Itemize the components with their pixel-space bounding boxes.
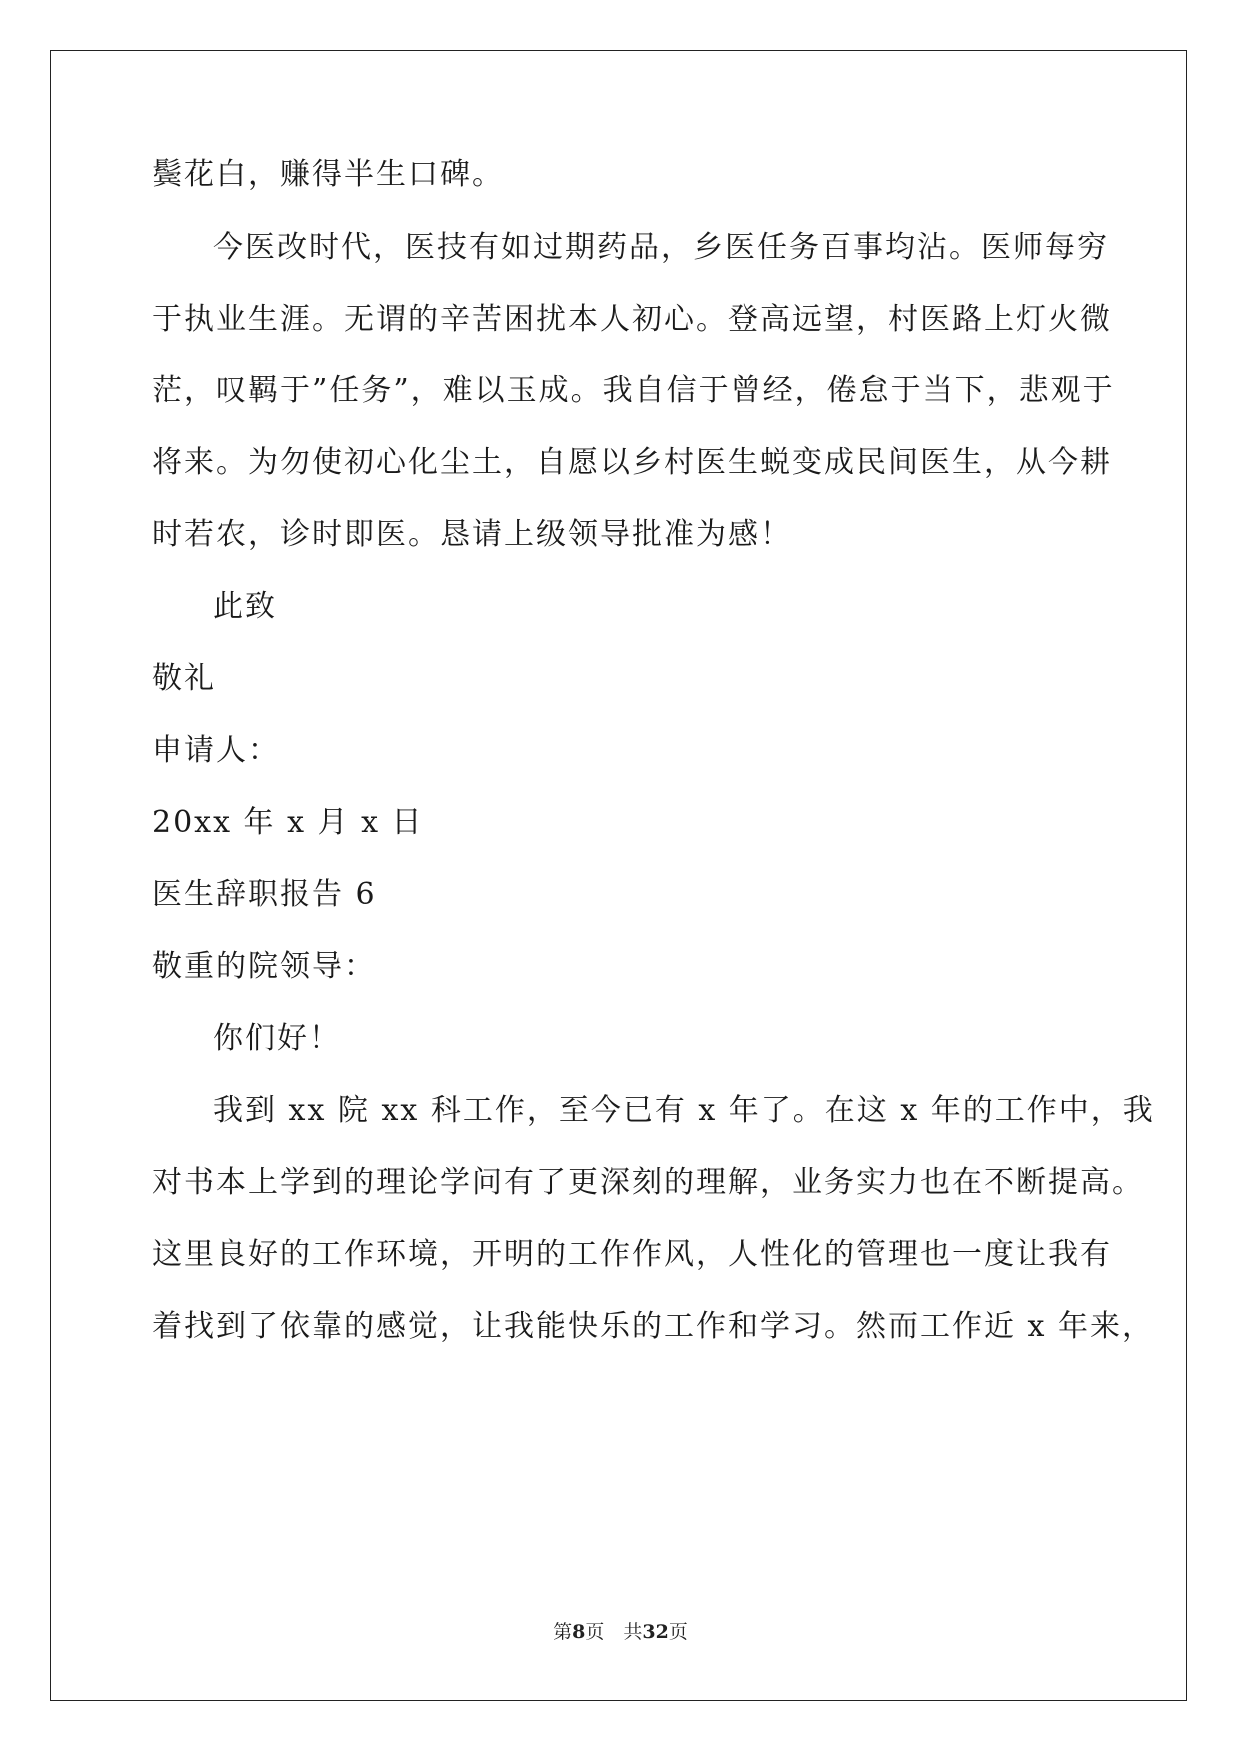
text-line-4: 茫，叹羁于”任务”，难以玉成。我自信于曾经，倦怠于当下，悲观于 [152,373,1115,408]
section-title: 医生辞职报告 6 [152,877,377,912]
current-page-number: 8 [572,1621,586,1643]
closing-regards: 敬礼 [152,661,216,696]
greeting-addressee: 敬重的院领导： [152,949,376,984]
date-line: 20xx 年 x 月 x 日 [152,805,424,840]
applicant-label: 申请人： [152,733,280,768]
page-footer [0,1620,1241,1644]
text-line-14: 我到 xx 院 xx 科工作，至今已有 x 年了。在这 x 年的工作中，我 [213,1093,1155,1128]
text-line-15: 对书本上学到的理论学问有了更深刻的理解，业务实力也在不断提高。 [152,1165,1144,1200]
text-line-1: 鬓花白，赚得半生口碑。 [152,157,504,192]
footer-suffix: 页 [668,1621,688,1643]
footer-mid: 页 共 [585,1621,643,1643]
total-page-count: 32 [642,1621,669,1643]
text-line-6: 时若农，诊时即医。恳请上级领导批准为感！ [152,517,792,552]
text-line-17: 着找到了依靠的感觉，让我能快乐的工作和学习。然而工作近 x 年来， [152,1309,1154,1344]
text-line-5: 将来。为勿使初心化尘土，自愿以乡村医生蜕变成民间医生，从今耕 [152,445,1112,480]
text-line-3: 于执业生涯。无谓的辛苦困扰本人初心。登高远望，村医路上灯火微 [152,302,1112,337]
greeting: 你们好！ [213,1021,341,1056]
text-line-2: 今医改时代，医技有如过期药品，乡医任务百事均沾。医师每穷 [213,230,1109,265]
footer-prefix: 第 [553,1621,573,1643]
closing-salutation: 此致 [213,589,277,624]
text-line-16: 这里良好的工作环境，开明的工作作风，人性化的管理也一度让我有 [152,1237,1112,1272]
